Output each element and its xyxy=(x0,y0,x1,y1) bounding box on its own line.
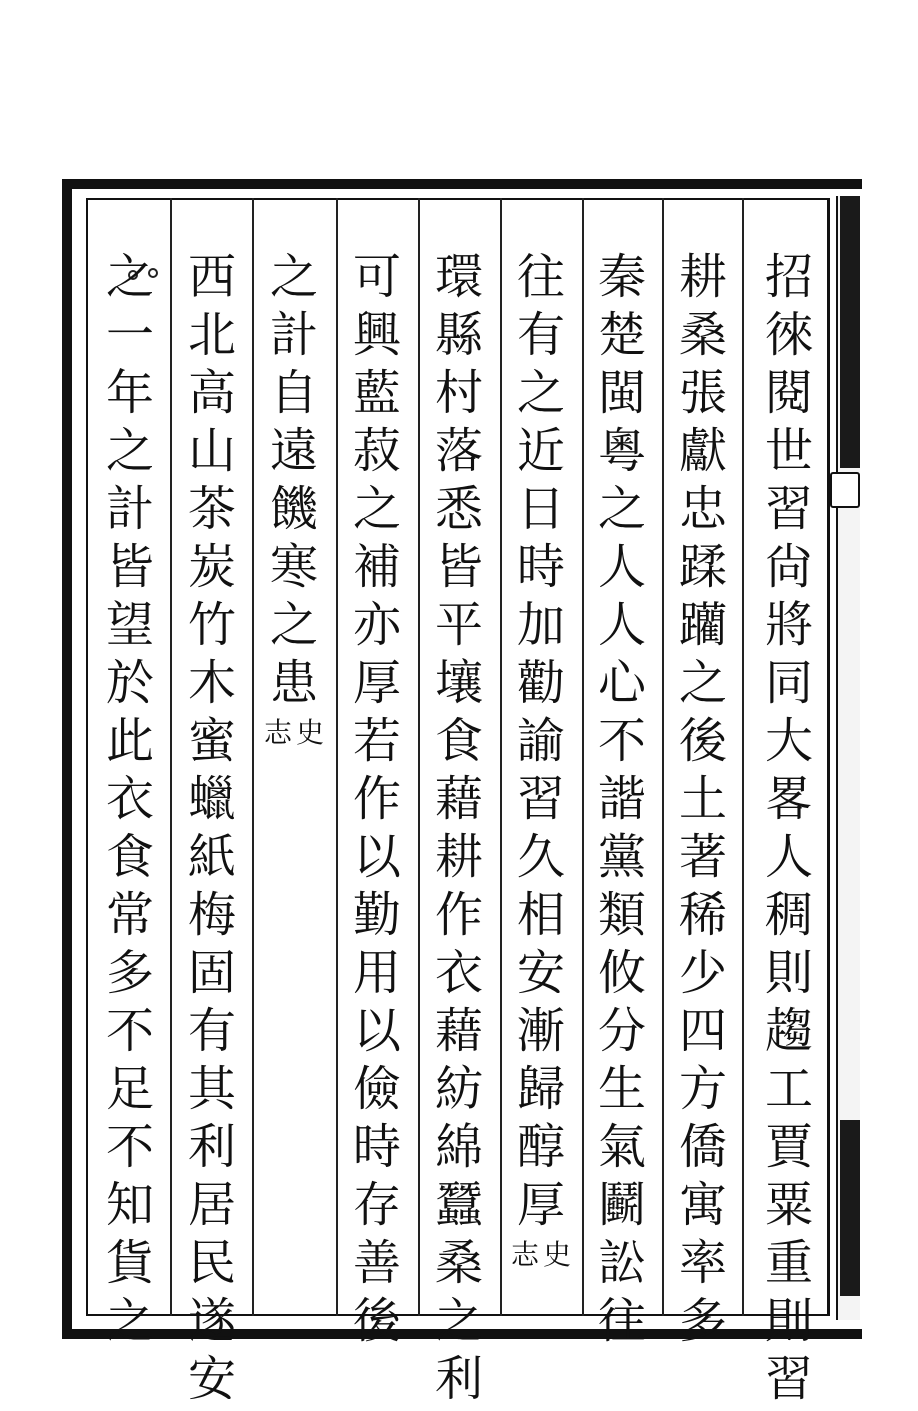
source-note xyxy=(264,716,324,750)
spine-decoration-bottom xyxy=(840,1120,860,1296)
character: 秦 xyxy=(597,249,646,305)
character: 居 xyxy=(187,1177,236,1233)
character: 人 xyxy=(597,597,646,653)
character: 之 xyxy=(105,1293,154,1349)
text-column-7 xyxy=(254,248,334,712)
character: 大 xyxy=(764,713,813,769)
character: 之 xyxy=(678,655,727,711)
character: 有 xyxy=(187,1003,236,1059)
character: 生 xyxy=(597,1061,646,1117)
character: 紙 xyxy=(187,829,236,885)
character: 閱 xyxy=(764,365,813,421)
character: 耕 xyxy=(434,829,483,885)
character: 蠟 xyxy=(187,771,236,827)
text-column-9 xyxy=(90,248,170,1350)
character: 氣 xyxy=(597,1119,646,1175)
character: 之 xyxy=(516,365,565,421)
character: 攸 xyxy=(597,945,646,1001)
text-column-5 xyxy=(419,248,499,1408)
character: 蠶 xyxy=(434,1177,483,1233)
character: 寓 xyxy=(678,1177,727,1233)
character: 鬬 xyxy=(597,1177,646,1233)
character: 亦 xyxy=(352,597,401,653)
character: 漸 xyxy=(516,1003,565,1059)
character: 固 xyxy=(187,945,236,1001)
character: 皆 xyxy=(105,539,154,595)
character: 趨 xyxy=(764,1003,813,1059)
character: 著 xyxy=(678,829,727,885)
character: 寒 xyxy=(269,539,318,595)
character: 將 xyxy=(764,597,813,653)
character: 蜜 xyxy=(187,713,236,769)
character: 患 xyxy=(269,655,318,711)
character: 多 xyxy=(678,1293,727,1349)
character: 之 xyxy=(352,481,401,537)
character: 勸 xyxy=(516,655,565,711)
character: 藉 xyxy=(434,1003,483,1059)
character: 衣 xyxy=(434,945,483,1001)
source-note-char: 志 xyxy=(511,1238,540,1271)
character: 諭 xyxy=(516,713,565,769)
character: 厚 xyxy=(352,655,401,711)
character: 相 xyxy=(516,887,565,943)
character: 粟 xyxy=(764,1177,813,1233)
character: 人 xyxy=(764,829,813,885)
character: 悉 xyxy=(434,481,483,537)
character: 徠 xyxy=(764,307,813,363)
character: 望 xyxy=(105,597,154,653)
character: 桑 xyxy=(678,307,727,363)
spine-fishtail-mark xyxy=(830,472,860,508)
character: 壤 xyxy=(434,655,483,711)
character: 不 xyxy=(105,1003,154,1059)
character: 木 xyxy=(187,655,236,711)
character: 日 xyxy=(516,481,565,537)
character: 招 xyxy=(764,249,813,305)
character: 之 xyxy=(105,423,154,479)
character: 粵 xyxy=(597,423,646,479)
character: 則 xyxy=(764,945,813,1001)
character: 畧 xyxy=(764,771,813,827)
character: 藍 xyxy=(352,365,401,421)
character: 習 xyxy=(516,771,565,827)
character: 年 xyxy=(105,365,154,421)
text-column-8 xyxy=(172,248,252,1408)
character: 梅 xyxy=(187,887,236,943)
character: 作 xyxy=(434,887,483,943)
character: 安 xyxy=(516,945,565,1001)
text-column-4 xyxy=(501,248,581,1234)
character: 平 xyxy=(434,597,483,653)
source-note-char: 史 xyxy=(296,716,325,749)
character: 藉 xyxy=(434,771,483,827)
character: 足 xyxy=(105,1061,154,1117)
character: 歸 xyxy=(516,1061,565,1117)
character: 分 xyxy=(597,1003,646,1059)
character: 少 xyxy=(678,945,727,1001)
character: 可 xyxy=(352,249,401,305)
character: 村 xyxy=(434,365,483,421)
text-column-2 xyxy=(663,248,743,1350)
character: 之 xyxy=(269,597,318,653)
character: 於 xyxy=(105,655,154,711)
character: 近 xyxy=(516,423,565,479)
character: 張 xyxy=(678,365,727,421)
character: 同 xyxy=(764,655,813,711)
character: 僑 xyxy=(678,1119,727,1175)
character: 自 xyxy=(269,365,318,421)
character: 加 xyxy=(516,597,565,653)
character: 儉 xyxy=(352,1061,401,1117)
character: 衣 xyxy=(105,771,154,827)
character: 醇 xyxy=(516,1119,565,1175)
character: 此 xyxy=(105,713,154,769)
text-column-3 xyxy=(582,248,662,1350)
character: 心 xyxy=(597,655,646,711)
character: 計 xyxy=(105,481,154,537)
character: 往 xyxy=(597,1293,646,1349)
character: 善 xyxy=(352,1235,401,1291)
character: 縣 xyxy=(434,307,483,363)
text-column-6 xyxy=(337,248,417,1350)
character: 訟 xyxy=(597,1235,646,1291)
source-note-char: 史 xyxy=(543,1238,572,1271)
character: 食 xyxy=(105,829,154,885)
character: 時 xyxy=(516,539,565,595)
character: 菽 xyxy=(352,423,401,479)
character: 則 xyxy=(764,1293,813,1349)
character: 存 xyxy=(352,1177,401,1233)
character: 茶 xyxy=(187,481,236,537)
character: 方 xyxy=(678,1061,727,1117)
character: 人 xyxy=(597,539,646,595)
character: 高 xyxy=(187,365,236,421)
character: 之 xyxy=(105,249,154,305)
character: 利 xyxy=(187,1119,236,1175)
character: 往 xyxy=(516,249,565,305)
character: 以 xyxy=(352,829,401,885)
character: 桑 xyxy=(434,1235,483,1291)
text-column-1 xyxy=(749,248,829,1408)
character: 補 xyxy=(352,539,401,595)
character: 炭 xyxy=(187,539,236,595)
character: 蹂 xyxy=(678,539,727,595)
character: 賈 xyxy=(764,1119,813,1175)
character: 閩 xyxy=(597,365,646,421)
character: 土 xyxy=(678,771,727,827)
character: 忠 xyxy=(678,481,727,537)
character: 綿 xyxy=(434,1119,483,1175)
character: 世 xyxy=(764,423,813,479)
character: 安 xyxy=(187,1351,236,1407)
character: 之 xyxy=(269,249,318,305)
character: 黨 xyxy=(597,829,646,885)
character: 紡 xyxy=(434,1061,483,1117)
character: 躪 xyxy=(678,597,727,653)
character: 不 xyxy=(105,1119,154,1175)
character: 山 xyxy=(187,423,236,479)
character: 尙 xyxy=(764,539,813,595)
character: 率 xyxy=(678,1235,727,1291)
character: 利 xyxy=(434,1351,483,1407)
character: 皆 xyxy=(434,539,483,595)
character: 遠 xyxy=(269,423,318,479)
source-note xyxy=(511,1238,571,1272)
character: 貨 xyxy=(105,1235,154,1291)
character: 習 xyxy=(764,1351,813,1407)
source-note-char: 志 xyxy=(264,716,293,749)
character: 西 xyxy=(187,249,236,305)
character: 以 xyxy=(352,1003,401,1059)
character: 北 xyxy=(187,307,236,363)
character: 工 xyxy=(764,1061,813,1117)
character: 之 xyxy=(597,481,646,537)
character: 興 xyxy=(352,307,401,363)
character: 稀 xyxy=(678,887,727,943)
character: 遂 xyxy=(187,1293,236,1349)
character: 四 xyxy=(678,1003,727,1059)
character: 時 xyxy=(352,1119,401,1175)
character: 重 xyxy=(764,1235,813,1291)
character: 諧 xyxy=(597,771,646,827)
character: 後 xyxy=(352,1293,401,1349)
character: 之 xyxy=(434,1293,483,1349)
character: 民 xyxy=(187,1235,236,1291)
character: 類 xyxy=(597,887,646,943)
character: 耕 xyxy=(678,249,727,305)
character: 竹 xyxy=(187,597,236,653)
character: 用 xyxy=(352,945,401,1001)
character: 有 xyxy=(516,307,565,363)
character: 一 xyxy=(105,307,154,363)
character: 計 xyxy=(269,307,318,363)
character: 多 xyxy=(105,945,154,1001)
character: 勤 xyxy=(352,887,401,943)
character: 後 xyxy=(678,713,727,769)
character: 久 xyxy=(516,829,565,885)
character: 其 xyxy=(187,1061,236,1117)
character: 饑 xyxy=(269,481,318,537)
character: 厚 xyxy=(516,1177,565,1233)
character: 食 xyxy=(434,713,483,769)
character: 常 xyxy=(105,887,154,943)
character: 獻 xyxy=(678,423,727,479)
character: 稠 xyxy=(764,887,813,943)
character: 不 xyxy=(597,713,646,769)
character: 習 xyxy=(764,481,813,537)
character: 知 xyxy=(105,1177,154,1233)
character: 環 xyxy=(434,249,483,305)
spine-decoration-top xyxy=(840,196,860,468)
character: 作 xyxy=(352,771,401,827)
character: 楚 xyxy=(597,307,646,363)
character: 若 xyxy=(352,713,401,769)
character: 落 xyxy=(434,423,483,479)
